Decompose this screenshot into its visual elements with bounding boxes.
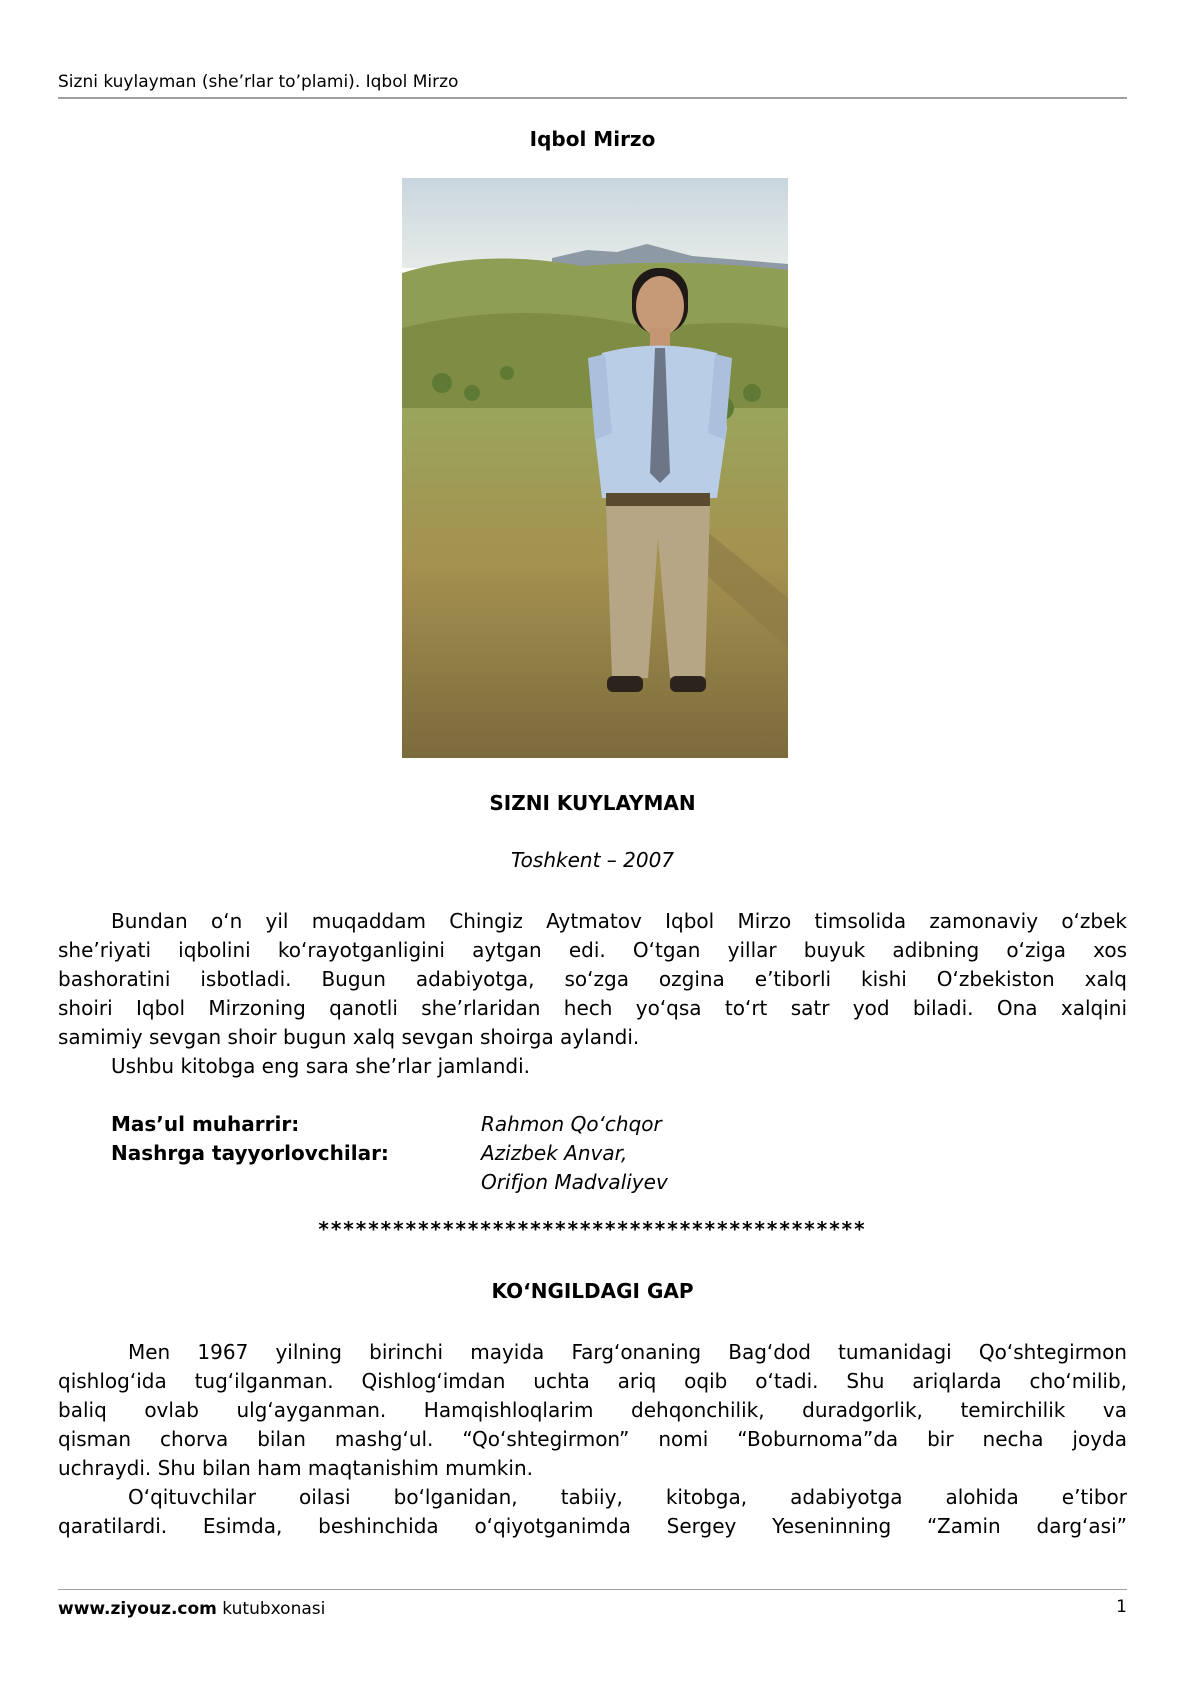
header-rule	[58, 97, 1127, 99]
prep-value-1: Azizbek Anvar,	[481, 1141, 628, 1165]
intro-line: samimiy sevgan shoir bugun xalq sevgan shoirga aylandi.	[58, 1025, 640, 1049]
book-title: SIZNI KUYLAYMAN	[489, 791, 696, 815]
footer-rule	[58, 1589, 1127, 1590]
body-line: O‘qituvchilar oilasi bo‘lganidan, tabiiy, kitobga, adabiyotga alohida e’tibor	[128, 1485, 1127, 1509]
intro-line: Bundan o‘n yil muqaddam Chingiz Aytmatov Iqbol Mirzo timsolida zamonaviy o‘zbek	[111, 909, 1127, 933]
separator: ********************************************	[318, 1217, 867, 1241]
editor-label: Mas’ul muharrir:	[111, 1112, 300, 1136]
page-number: 1	[1116, 1597, 1127, 1617]
body-line: qishlog‘ida tug‘ilganman. Qishlog‘imdan uchta ariq oqib o‘tadi. Shu ariqlarda cho‘milib,	[58, 1369, 1127, 1393]
section-title: KO‘NGILDAGI GAP	[491, 1279, 694, 1303]
body-paragraphs	[58, 1338, 1127, 1541]
body-line: baliq ovlab ulg‘ayganman. Hamqishloqlarim dehqonchilik, duradgorlik, temirchilik va	[58, 1398, 1127, 1422]
author-title: Iqbol Mirzo	[529, 127, 656, 151]
intro-line: she’riyati iqbolini ko‘rayotganligini aytgan edi. O‘tgan yillar buyuk adibning o‘ziga xos	[58, 938, 1127, 962]
footer-credit	[58, 1599, 325, 1619]
running-header: Sizni kuylayman (she’rlar to’plami). Iqbol Mirzo	[58, 72, 459, 92]
prep-value-2: Orifjon Madvaliyev	[481, 1170, 668, 1194]
author-photo	[402, 178, 788, 758]
intro-line: bashoratini isbotladi. Bugun adabiyotga, so‘zga ozgina e’tiborli kishi O‘zbekiston xalq	[58, 967, 1127, 991]
editor-value: Rahmon Qo‘chqor	[481, 1112, 662, 1136]
intro-line-2: Ushbu kitobga eng sara she’rlar jamlandi.	[111, 1054, 530, 1078]
footer-suffix: kutubxonasi	[216, 1599, 326, 1619]
author-portrait-icon	[402, 178, 788, 758]
intro-line: shoiri Iqbol Mirzoning qanotli she’rlaridan hech yo‘qsa to‘rt satr yod biladi. Ona xalqini	[58, 996, 1127, 1020]
credits-block	[111, 1110, 668, 1197]
body-line: qisman chorva bilan mashg‘ul. “Qo‘shtegirmon” nomi “Boburnoma”da bir necha joyda	[58, 1427, 1127, 1451]
body-line: qaratilardi. Esimda, beshinchida o‘qiyotganimda Sergey Yeseninning “Zamin darg‘asi”	[58, 1514, 1127, 1538]
city-year: Toshkent – 2007	[510, 848, 675, 872]
footer-site-link[interactable]: www.ziyouz.com	[58, 1599, 217, 1619]
body-line: uchraydi. Shu bilan ham maqtanishim mumkin.	[58, 1456, 533, 1480]
prep-label: Nashrga tayyorlovchilar:	[111, 1141, 389, 1165]
body-line: Men 1967 yilning birinchi mayida Farg‘onaning Bag‘dod tumanidagi Qo‘shtegirmon	[128, 1340, 1127, 1364]
intro-paragraph	[58, 907, 1127, 1081]
